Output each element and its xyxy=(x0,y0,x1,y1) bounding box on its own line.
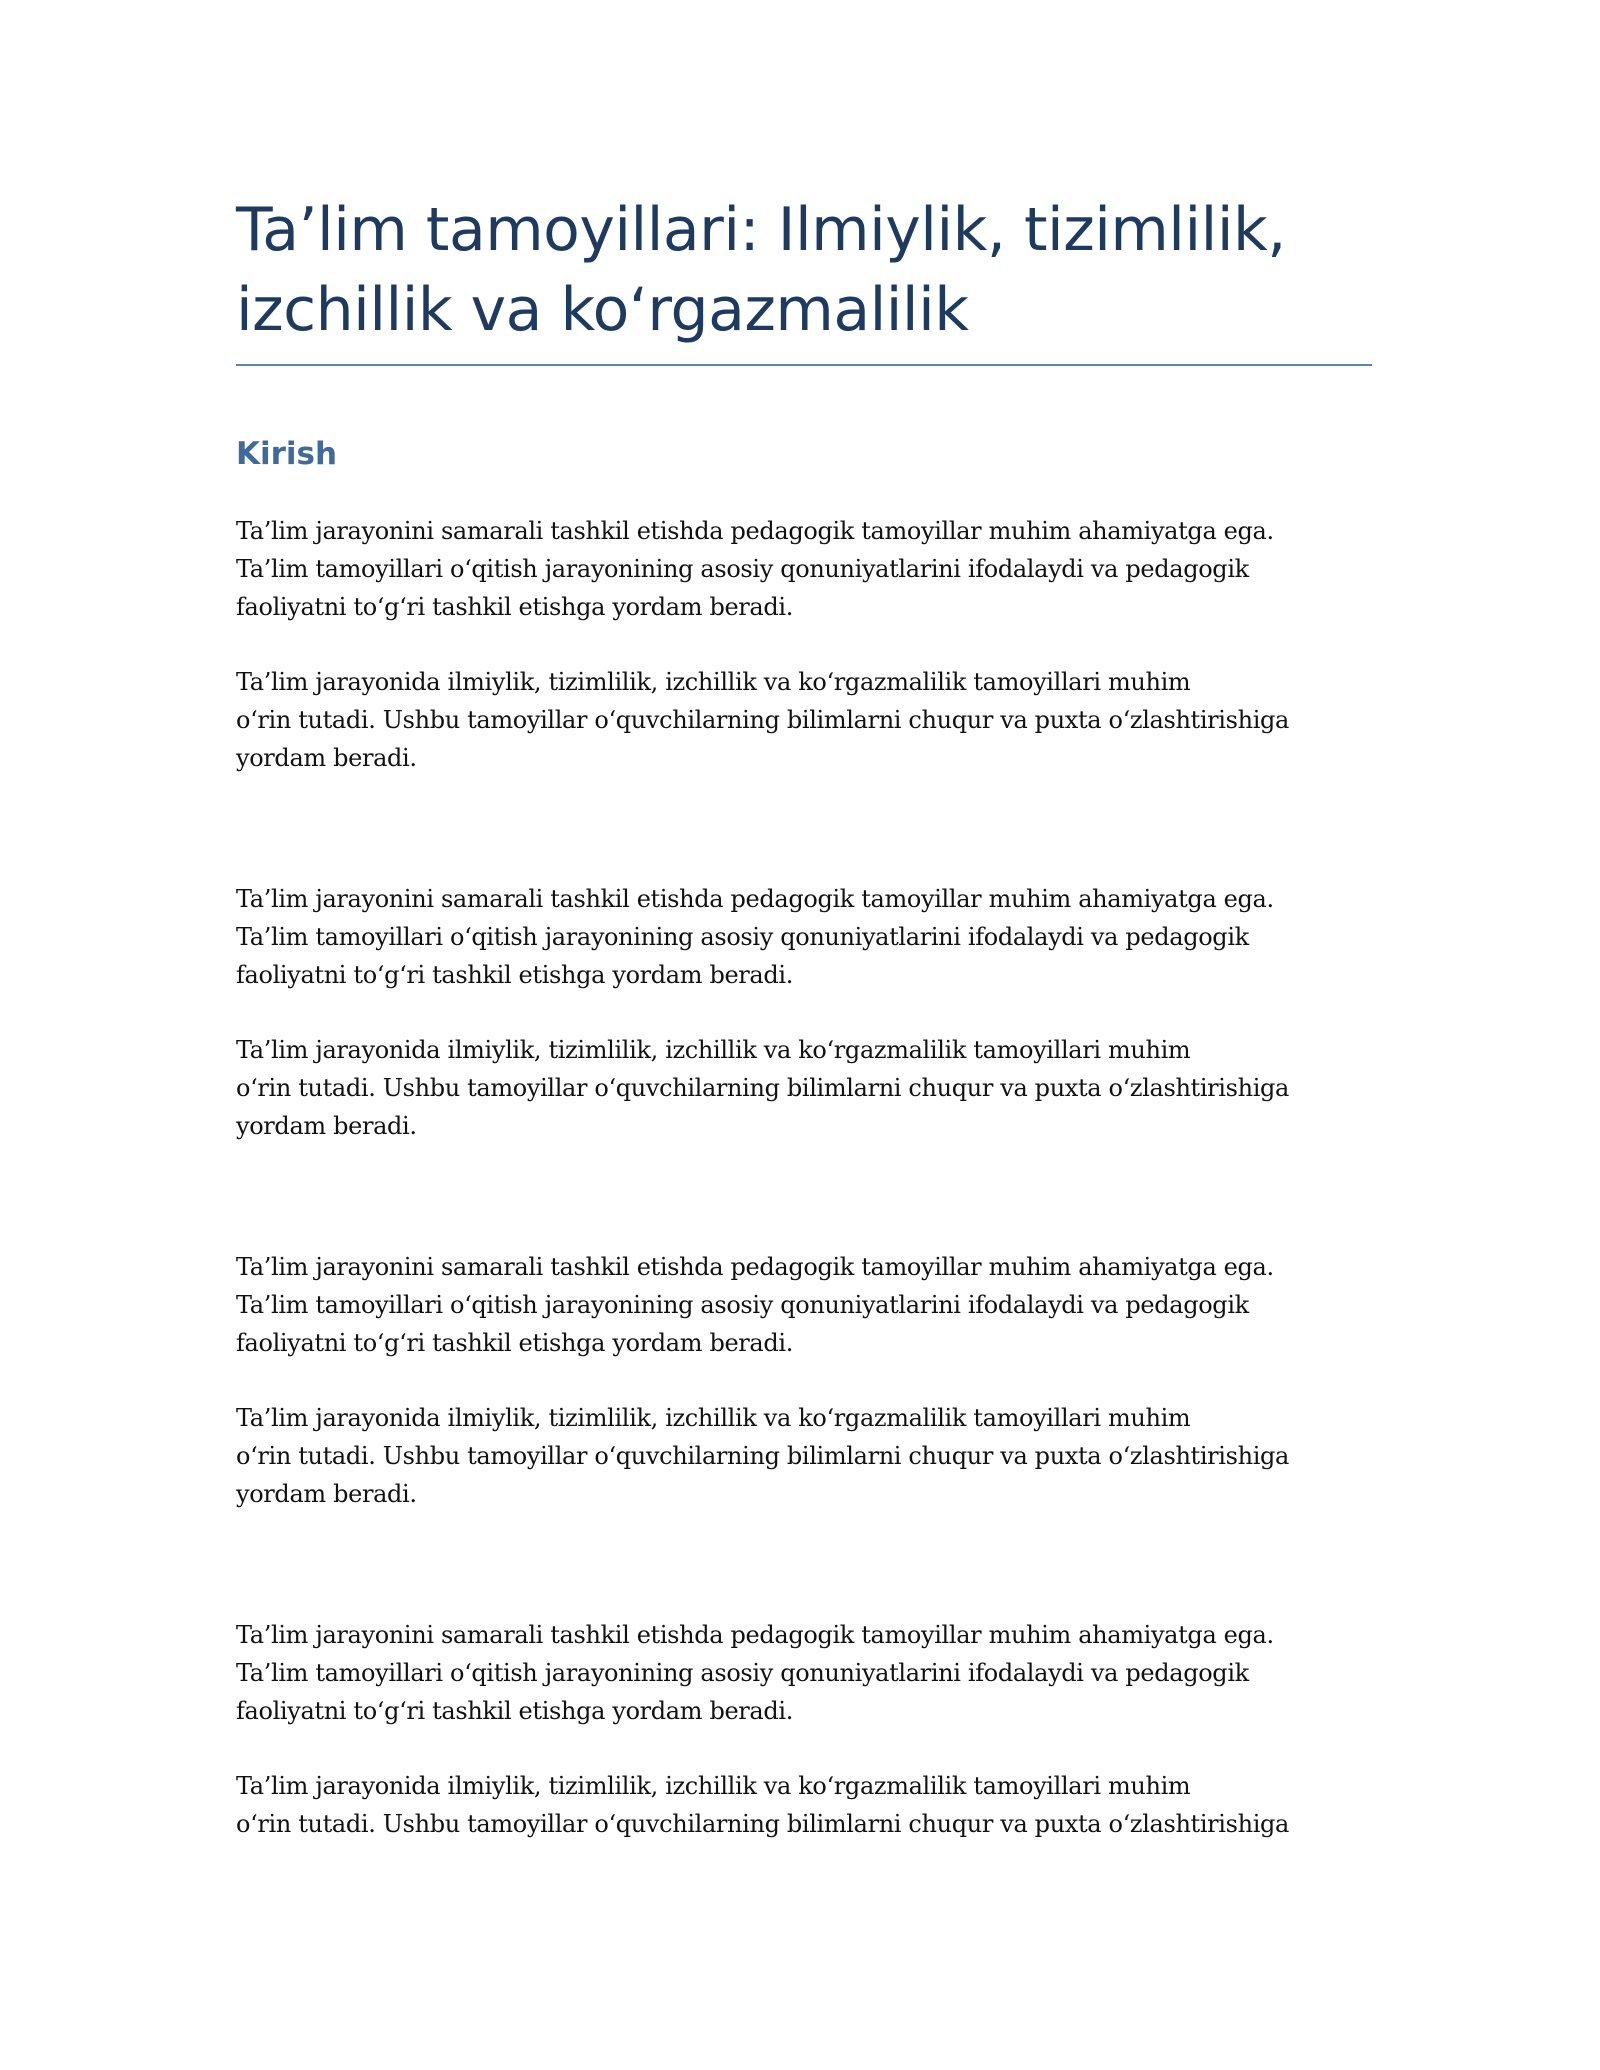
paragraph-line: o‘rin tutadi. Ushbu tamoyillar o‘quvchilarning bilimlarni chuqur va puxta o‘zlashtirishiga xyxy=(236,1442,1289,1470)
paragraph-line: yordam beradi. xyxy=(236,744,417,772)
paragraph xyxy=(236,512,1336,626)
title-line: izchillik va ko‘rgazmalilik xyxy=(236,275,969,345)
paragraph xyxy=(236,1031,1336,1145)
paragraph xyxy=(236,1399,1336,1513)
title-block xyxy=(236,190,1372,350)
paragraph xyxy=(236,1248,1336,1362)
paragraph-line: Ta’lim tamoyillari o‘qitish jarayonining asosiy qonuniyatlarini ifodalaydi va pedagogik xyxy=(236,1291,1249,1319)
section-heading: Kirish xyxy=(236,436,338,472)
paragraph-line: Ta’lim tamoyillari o‘qitish jarayonining asosiy qonuniyatlarini ifodalaydi va pedagogik xyxy=(236,555,1249,583)
paragraph-line: Ta’lim jarayonini samarali tashkil etishda pedagogik tamoyillar muhim ahamiyatga ega. xyxy=(236,517,1274,545)
document-title xyxy=(236,190,1372,350)
paragraph xyxy=(236,1616,1336,1730)
title-line: Ta’lim tamoyillari: Ilmiylik, tizimlilik, xyxy=(236,195,1286,265)
paragraph-line: faoliyatni to‘g‘ri tashkil etishga yordam beradi. xyxy=(236,1329,794,1357)
paragraph-line: o‘rin tutadi. Ushbu tamoyillar o‘quvchilarning bilimlarni chuqur va puxta o‘zlashtirishiga xyxy=(236,706,1289,734)
paragraph-line: faoliyatni to‘g‘ri tashkil etishga yordam beradi. xyxy=(236,593,794,621)
paragraph-line: yordam beradi. xyxy=(236,1112,417,1140)
paragraph xyxy=(236,1767,1336,1843)
paragraph-line: Ta’lim jarayonida ilmiylik, tizimlilik, izchillik va ko‘rgazmalilik tamoyillari muhim xyxy=(236,1404,1191,1432)
paragraph-line: Ta’lim jarayonini samarali tashkil etishda pedagogik tamoyillar muhim ahamiyatga ega. xyxy=(236,1253,1274,1281)
paragraph-line: Ta’lim jarayonida ilmiylik, tizimlilik, izchillik va ko‘rgazmalilik tamoyillari muhim xyxy=(236,668,1191,696)
paragraph-line: Ta’lim jarayonida ilmiylik, tizimlilik, izchillik va ko‘rgazmalilik tamoyillari muhim xyxy=(236,1036,1191,1064)
paragraph-line: Ta’lim jarayonini samarali tashkil etishda pedagogik tamoyillar muhim ahamiyatga ega. xyxy=(236,885,1274,913)
paragraph xyxy=(236,663,1336,777)
title-divider xyxy=(236,364,1372,366)
paragraph-line: Ta’lim tamoyillari o‘qitish jarayonining asosiy qonuniyatlarini ifodalaydi va pedagogik xyxy=(236,1659,1249,1687)
paragraph-line: o‘rin tutadi. Ushbu tamoyillar o‘quvchilarning bilimlarni chuqur va puxta o‘zlashtirishiga xyxy=(236,1074,1289,1102)
paragraph-line: Ta’lim jarayonida ilmiylik, tizimlilik, izchillik va ko‘rgazmalilik tamoyillari muhim xyxy=(236,1772,1191,1800)
paragraph-line: yordam beradi. xyxy=(236,1480,417,1508)
paragraph xyxy=(236,880,1336,994)
paragraph-line: Ta’lim jarayonini samarali tashkil etishda pedagogik tamoyillar muhim ahamiyatga ega. xyxy=(236,1621,1274,1649)
paragraph-line: Ta’lim tamoyillari o‘qitish jarayonining asosiy qonuniyatlarini ifodalaydi va pedagogik xyxy=(236,923,1249,951)
paragraph-line: faoliyatni to‘g‘ri tashkil etishga yordam beradi. xyxy=(236,961,794,989)
paragraph-line: faoliyatni to‘g‘ri tashkil etishga yordam beradi. xyxy=(236,1697,794,1725)
paragraph-line: o‘rin tutadi. Ushbu tamoyillar o‘quvchilarning bilimlarni chuqur va puxta o‘zlashtirishiga xyxy=(236,1810,1289,1838)
